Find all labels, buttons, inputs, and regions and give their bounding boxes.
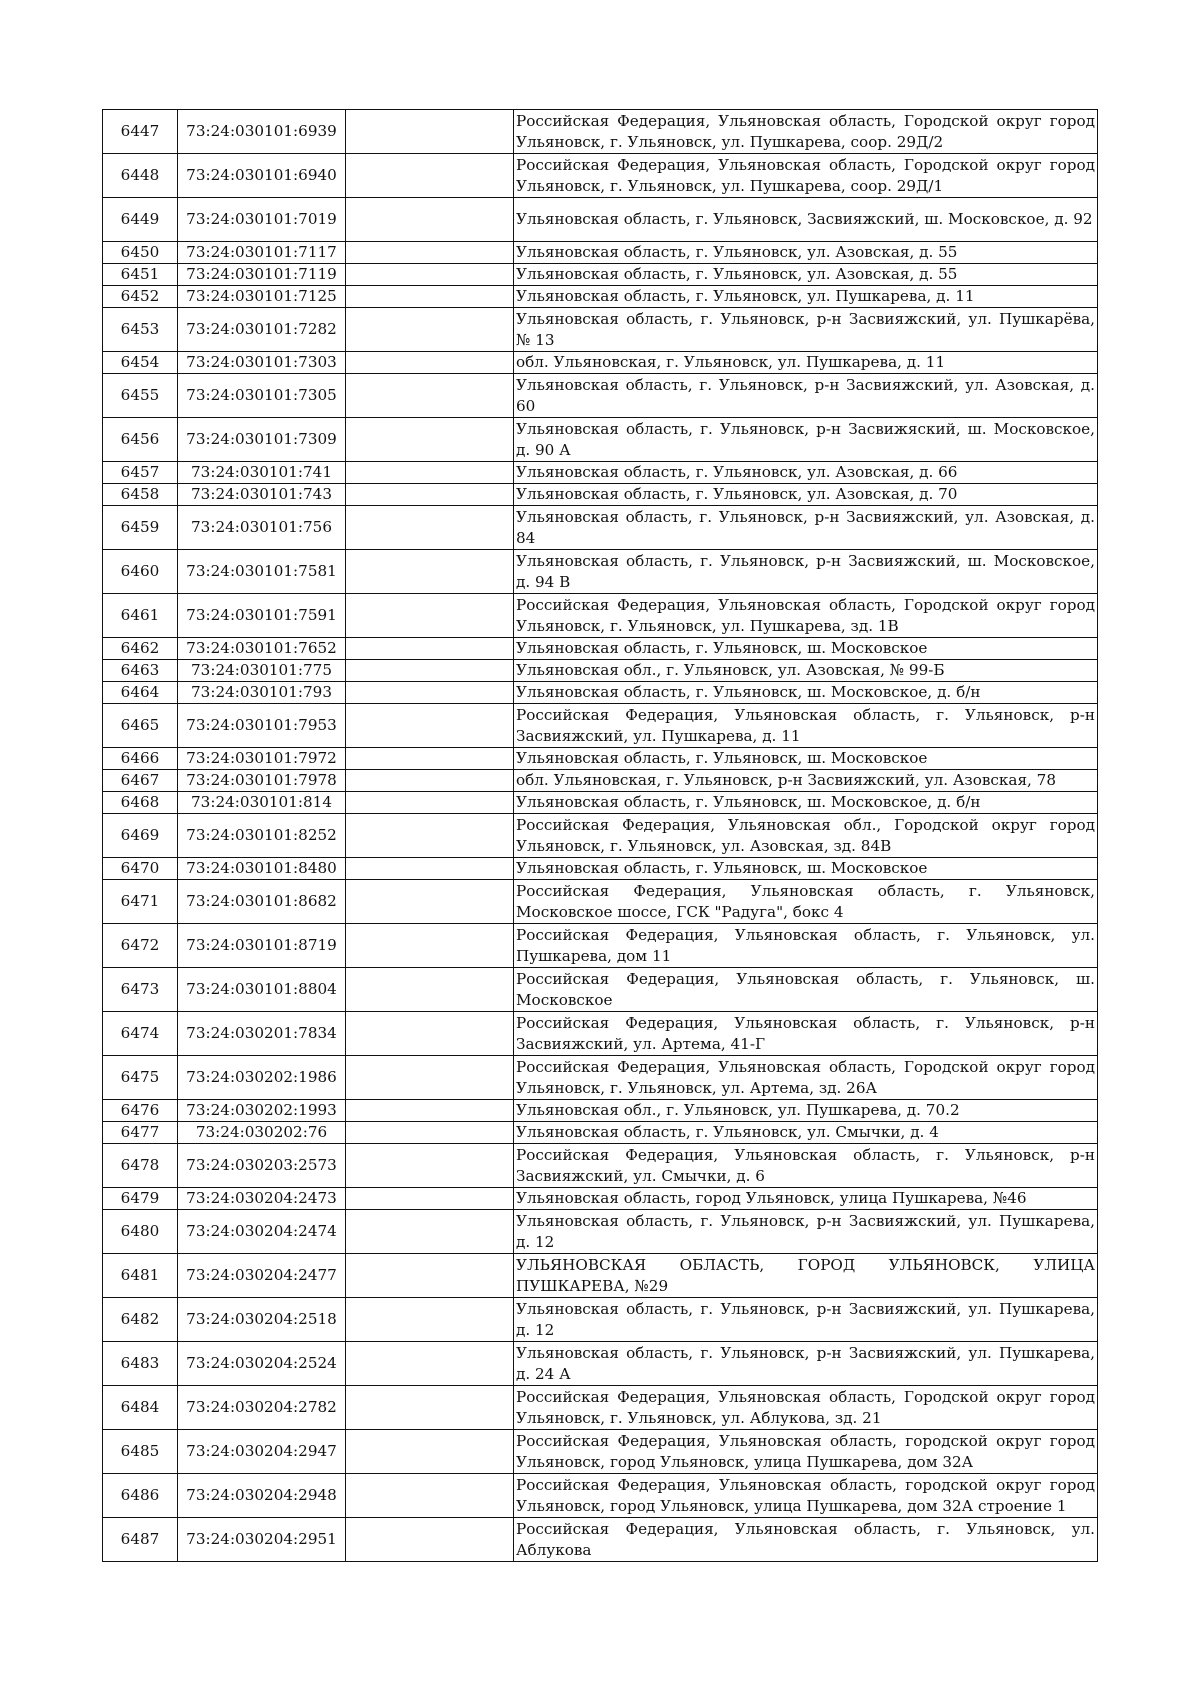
- empty-cell: [346, 1188, 514, 1210]
- cadastral-number: 73:24:030101:7125: [178, 286, 346, 308]
- address-cell: Российская Федерация, Ульяновская обл., Городской округ город Ульяновск, г. Ульяновск, ул. Азовская, зд. 84В: [514, 814, 1098, 858]
- cadastral-number: 73:24:030204:2948: [178, 1474, 346, 1518]
- row-number: 6459: [103, 506, 178, 550]
- address-cell: Ульяновская область, г. Ульяновск, ш. Московское: [514, 858, 1098, 880]
- empty-cell: [346, 1474, 514, 1518]
- address-cell: Ульяновская область, г. Ульяновск, ул. Пушкарева, д. 11: [514, 286, 1098, 308]
- cadastral-number: 73:24:030101:814: [178, 792, 346, 814]
- row-number: 6449: [103, 198, 178, 242]
- address-cell: Ульяновская область, г. Ульяновск, ш. Московское, д. б/н: [514, 682, 1098, 704]
- cadastral-number: 73:24:030101:7978: [178, 770, 346, 792]
- empty-cell: [346, 924, 514, 968]
- address-cell: Ульяновская обл., г. Ульяновск, ул. Азовская, № 99-Б: [514, 660, 1098, 682]
- empty-cell: [346, 594, 514, 638]
- table-row: [103, 1298, 1098, 1342]
- cadastral-number: 73:24:030204:2474: [178, 1210, 346, 1254]
- address-cell: Ульяновская обл., г. Ульяновск, ул. Пушкарева, д. 70.2: [514, 1100, 1098, 1122]
- row-number: 6477: [103, 1122, 178, 1144]
- address-cell: Ульяновская область, г. Ульяновск, ул. Азовская, д. 70: [514, 484, 1098, 506]
- address-cell: Ульяновская область, г. Ульяновск, р-н Засвияжский, ш. Московское, д. 94 В: [514, 550, 1098, 594]
- table-row: [103, 1210, 1098, 1254]
- cadastral-number: 73:24:030201:7834: [178, 1012, 346, 1056]
- table-row: [103, 1122, 1098, 1144]
- cadastral-number: 73:24:030204:2947: [178, 1430, 346, 1474]
- empty-cell: [346, 1254, 514, 1298]
- table-row: [103, 1386, 1098, 1430]
- empty-cell: [346, 660, 514, 682]
- table-row: [103, 484, 1098, 506]
- cadastral-number: 73:24:030101:741: [178, 462, 346, 484]
- row-number: 6460: [103, 550, 178, 594]
- table-row: [103, 638, 1098, 660]
- empty-cell: [346, 1056, 514, 1100]
- row-number: 6454: [103, 352, 178, 374]
- empty-cell: [346, 1144, 514, 1188]
- row-number: 6465: [103, 704, 178, 748]
- row-number: 6453: [103, 308, 178, 352]
- row-number: 6447: [103, 110, 178, 154]
- address-cell: обл. Ульяновская, г. Ульяновск, ул. Пушкарева, д. 11: [514, 352, 1098, 374]
- table-row: [103, 1518, 1098, 1562]
- row-number: 6483: [103, 1342, 178, 1386]
- table-row: [103, 1012, 1098, 1056]
- cadastral-number: 73:24:030101:756: [178, 506, 346, 550]
- row-number: 6462: [103, 638, 178, 660]
- table-row: [103, 418, 1098, 462]
- table-row: [103, 374, 1098, 418]
- address-cell: Ульяновская область, г. Ульяновск, ш. Московское, д. б/н: [514, 792, 1098, 814]
- cadastral-number: 73:24:030101:775: [178, 660, 346, 682]
- table-row: [103, 770, 1098, 792]
- address-cell: Российская Федерация, Ульяновская область, г. Ульяновск, ул. Аблукова: [514, 1518, 1098, 1562]
- address-cell: Российская Федерация, Ульяновская область, г. Ульяновск, р-н Засвияжский, ул. Смычки, д. 6: [514, 1144, 1098, 1188]
- cadastral-number: 73:24:030101:7591: [178, 594, 346, 638]
- row-number: 6470: [103, 858, 178, 880]
- cadastral-number: 73:24:030101:7019: [178, 198, 346, 242]
- row-number: 6476: [103, 1100, 178, 1122]
- empty-cell: [346, 1386, 514, 1430]
- cadastral-number: 73:24:030101:8480: [178, 858, 346, 880]
- empty-cell: [346, 1518, 514, 1562]
- empty-cell: [346, 1342, 514, 1386]
- cadastral-number: 73:24:030101:7303: [178, 352, 346, 374]
- address-cell: Российская Федерация, Ульяновская область, Городской округ город Ульяновск, г. Ульяновск, ул. Артема, зд. 26А: [514, 1056, 1098, 1100]
- table-row: [103, 1056, 1098, 1100]
- cadastral-number: 73:24:030101:7652: [178, 638, 346, 660]
- cadastral-number: 73:24:030202:1986: [178, 1056, 346, 1100]
- cadastral-number: 73:24:030204:2518: [178, 1298, 346, 1342]
- empty-cell: [346, 418, 514, 462]
- row-number: 6458: [103, 484, 178, 506]
- table-row: [103, 1254, 1098, 1298]
- empty-cell: [346, 484, 514, 506]
- table-row: [103, 1144, 1098, 1188]
- row-number: 6473: [103, 968, 178, 1012]
- table-row: [103, 242, 1098, 264]
- address-cell: Ульяновская область, г. Ульяновск, р-н Засвияжский, ул. Азовская, д. 84: [514, 506, 1098, 550]
- row-number: 6487: [103, 1518, 178, 1562]
- row-number: 6479: [103, 1188, 178, 1210]
- row-number: 6478: [103, 1144, 178, 1188]
- empty-cell: [346, 352, 514, 374]
- table-row: [103, 352, 1098, 374]
- row-number: 6474: [103, 1012, 178, 1056]
- empty-cell: [346, 462, 514, 484]
- row-number: 6468: [103, 792, 178, 814]
- address-cell: Российская Федерация, Ульяновская область, Городской округ город Ульяновск, г. Ульяновск, ул. Пушкарева, соор. 29Д/2: [514, 110, 1098, 154]
- empty-cell: [346, 286, 514, 308]
- cadastral-number: 73:24:030101:8252: [178, 814, 346, 858]
- row-number: 6451: [103, 264, 178, 286]
- cadastral-number: 73:24:030101:7305: [178, 374, 346, 418]
- cadastral-number: 73:24:030101:6939: [178, 110, 346, 154]
- address-cell: Ульяновская область, г. Ульяновск, р-н Засвияжский, ул. Пушкарёва, № 13: [514, 308, 1098, 352]
- empty-cell: [346, 748, 514, 770]
- row-number: 6471: [103, 880, 178, 924]
- empty-cell: [346, 682, 514, 704]
- empty-cell: [346, 638, 514, 660]
- address-cell: Российская Федерация, Ульяновская область, г. Ульяновск, ул. Пушкарева, дом 11: [514, 924, 1098, 968]
- address-cell: Ульяновская область, г. Ульяновск, р-н Засвияжский, ул. Пушкарева, д. 24 А: [514, 1342, 1098, 1386]
- table-row: [103, 814, 1098, 858]
- address-cell: Ульяновская область, г. Ульяновск, р-н Засвижяский, ш. Московское, д. 90 А: [514, 418, 1098, 462]
- registry-table-body: [103, 110, 1098, 1562]
- table-row: [103, 110, 1098, 154]
- address-cell: Ульяновская область, город Ульяновск, улица Пушкарева, №46: [514, 1188, 1098, 1210]
- empty-cell: [346, 110, 514, 154]
- cadastral-number: 73:24:030204:2951: [178, 1518, 346, 1562]
- table-row: [103, 506, 1098, 550]
- row-number: 6466: [103, 748, 178, 770]
- cadastral-number: 73:24:030101:7119: [178, 264, 346, 286]
- empty-cell: [346, 506, 514, 550]
- cadastral-number: 73:24:030204:2473: [178, 1188, 346, 1210]
- cadastral-number: 73:24:030101:7581: [178, 550, 346, 594]
- table-row: [103, 792, 1098, 814]
- table-row: [103, 462, 1098, 484]
- empty-cell: [346, 242, 514, 264]
- table-row: [103, 924, 1098, 968]
- cadastral-number: 73:24:030204:2524: [178, 1342, 346, 1386]
- table-row: [103, 704, 1098, 748]
- address-cell: Российская Федерация, Ульяновская область, городской округ город Ульяновск, город Ульяновск, улица Пушкарева, дом 32А: [514, 1430, 1098, 1474]
- empty-cell: [346, 858, 514, 880]
- table-row: [103, 1342, 1098, 1386]
- address-cell: Ульяновская область, г. Ульяновск, ул. Азовская, д. 55: [514, 264, 1098, 286]
- row-number: 6485: [103, 1430, 178, 1474]
- row-number: 6469: [103, 814, 178, 858]
- address-cell: Российская Федерация, Ульяновская область, г. Ульяновск, ш. Московское: [514, 968, 1098, 1012]
- table-row: [103, 1474, 1098, 1518]
- table-row: [103, 880, 1098, 924]
- table-row: [103, 594, 1098, 638]
- cadastral-number: 73:24:030101:7117: [178, 242, 346, 264]
- row-number: 6482: [103, 1298, 178, 1342]
- empty-cell: [346, 704, 514, 748]
- address-cell: УЛЬЯНОВСКАЯ ОБЛАСТЬ, ГОРОД УЛЬЯНОВСК, УЛИЦА ПУШКАРЕВА, №29: [514, 1254, 1098, 1298]
- address-cell: Российская Федерация, Ульяновская область, Городской округ город Ульяновск, г. Ульяновск, ул. Аблукова, зд. 21: [514, 1386, 1098, 1430]
- empty-cell: [346, 880, 514, 924]
- cadastral-number: 73:24:030101:7309: [178, 418, 346, 462]
- row-number: 6486: [103, 1474, 178, 1518]
- address-cell: Ульяновская область, г. Ульяновск, ш. Московское: [514, 748, 1098, 770]
- cadastral-number: 73:24:030202:1993: [178, 1100, 346, 1122]
- row-number: 6455: [103, 374, 178, 418]
- address-cell: Ульяновская область, г. Ульяновск, р-н Засвияжский, ул. Азовская, д. 60: [514, 374, 1098, 418]
- table-row: [103, 858, 1098, 880]
- empty-cell: [346, 550, 514, 594]
- row-number: 6456: [103, 418, 178, 462]
- empty-cell: [346, 1210, 514, 1254]
- row-number: 6467: [103, 770, 178, 792]
- address-cell: Ульяновская область, г. Ульяновск, Засвияжский, ш. Московское, д. 92: [514, 198, 1098, 242]
- empty-cell: [346, 1298, 514, 1342]
- empty-cell: [346, 814, 514, 858]
- row-number: 6484: [103, 1386, 178, 1430]
- empty-cell: [346, 1122, 514, 1144]
- row-number: 6475: [103, 1056, 178, 1100]
- empty-cell: [346, 198, 514, 242]
- address-cell: Российская Федерация, Ульяновская область, Городской округ город Ульяновск, г. Ульяновск, ул. Пушкарева, зд. 1В: [514, 594, 1098, 638]
- row-number: 6472: [103, 924, 178, 968]
- cadastral-number: 73:24:030202:76: [178, 1122, 346, 1144]
- address-cell: Ульяновская область, г. Ульяновск, ул. Азовская, д. 55: [514, 242, 1098, 264]
- empty-cell: [346, 792, 514, 814]
- table-row: [103, 968, 1098, 1012]
- cadastral-number: 73:24:030101:743: [178, 484, 346, 506]
- empty-cell: [346, 308, 514, 352]
- address-cell: Российская Федерация, Ульяновская область, городской округ город Ульяновск, город Ульяновск, улица Пушкарева, дом 32А строение 1: [514, 1474, 1098, 1518]
- table-row: [103, 198, 1098, 242]
- empty-cell: [346, 1430, 514, 1474]
- row-number: 6481: [103, 1254, 178, 1298]
- table-row: [103, 1430, 1098, 1474]
- row-number: 6480: [103, 1210, 178, 1254]
- table-row: [103, 286, 1098, 308]
- empty-cell: [346, 1012, 514, 1056]
- empty-cell: [346, 770, 514, 792]
- cadastral-number: 73:24:030101:7953: [178, 704, 346, 748]
- cadastral-number: 73:24:030101:8804: [178, 968, 346, 1012]
- row-number: 6452: [103, 286, 178, 308]
- table-row: [103, 550, 1098, 594]
- cadastral-number: 73:24:030101:7972: [178, 748, 346, 770]
- address-cell: Ульяновская область, г. Ульяновск, р-н Засвияжский, ул. Пушкарева, д. 12: [514, 1210, 1098, 1254]
- table-row: [103, 748, 1098, 770]
- table-row: [103, 154, 1098, 198]
- empty-cell: [346, 1100, 514, 1122]
- cadastral-number: 73:24:030203:2573: [178, 1144, 346, 1188]
- address-cell: обл. Ульяновская, г. Ульяновск, р-н Засвияжский, ул. Азовская, 78: [514, 770, 1098, 792]
- table-row: [103, 264, 1098, 286]
- empty-cell: [346, 154, 514, 198]
- row-number: 6464: [103, 682, 178, 704]
- address-cell: Ульяновская область, г. Ульяновск, ул. Азовская, д. 66: [514, 462, 1098, 484]
- cadastral-number: 73:24:030101:793: [178, 682, 346, 704]
- table-row: [103, 1100, 1098, 1122]
- cadastral-number: 73:24:030101:7282: [178, 308, 346, 352]
- row-number: 6463: [103, 660, 178, 682]
- table-row: [103, 308, 1098, 352]
- cadastral-number: 73:24:030204:2477: [178, 1254, 346, 1298]
- empty-cell: [346, 374, 514, 418]
- address-cell: Российская Федерация, Ульяновская область, г. Ульяновск, р-н Засвияжский, ул. Артема, 41-Г: [514, 1012, 1098, 1056]
- table-row: [103, 660, 1098, 682]
- row-number: 6457: [103, 462, 178, 484]
- registry-table: [102, 109, 1098, 1562]
- address-cell: Российская Федерация, Ульяновская область, Городской округ город Ульяновск, г. Ульяновск, ул. Пушкарева, соор. 29Д/1: [514, 154, 1098, 198]
- empty-cell: [346, 264, 514, 286]
- empty-cell: [346, 968, 514, 1012]
- row-number: 6450: [103, 242, 178, 264]
- table-row: [103, 682, 1098, 704]
- cadastral-number: 73:24:030101:6940: [178, 154, 346, 198]
- address-cell: Российская Федерация, Ульяновская область, г. Ульяновск, р-н Засвияжский, ул. Пушкарева, д. 11: [514, 704, 1098, 748]
- row-number: 6461: [103, 594, 178, 638]
- address-cell: Российская Федерация, Ульяновская область, г. Ульяновск, Московское шоссе, ГСК "Радуга", бокс 4: [514, 880, 1098, 924]
- address-cell: Ульяновская область, г. Ульяновск, ул. Смычки, д. 4: [514, 1122, 1098, 1144]
- cadastral-number: 73:24:030101:8682: [178, 880, 346, 924]
- cadastral-number: 73:24:030204:2782: [178, 1386, 346, 1430]
- cadastral-number: 73:24:030101:8719: [178, 924, 346, 968]
- row-number: 6448: [103, 154, 178, 198]
- table-row: [103, 1188, 1098, 1210]
- address-cell: Ульяновская область, г. Ульяновск, ш. Московское: [514, 638, 1098, 660]
- address-cell: Ульяновская область, г. Ульяновск, р-н Засвияжский, ул. Пушкарева, д. 12: [514, 1298, 1098, 1342]
